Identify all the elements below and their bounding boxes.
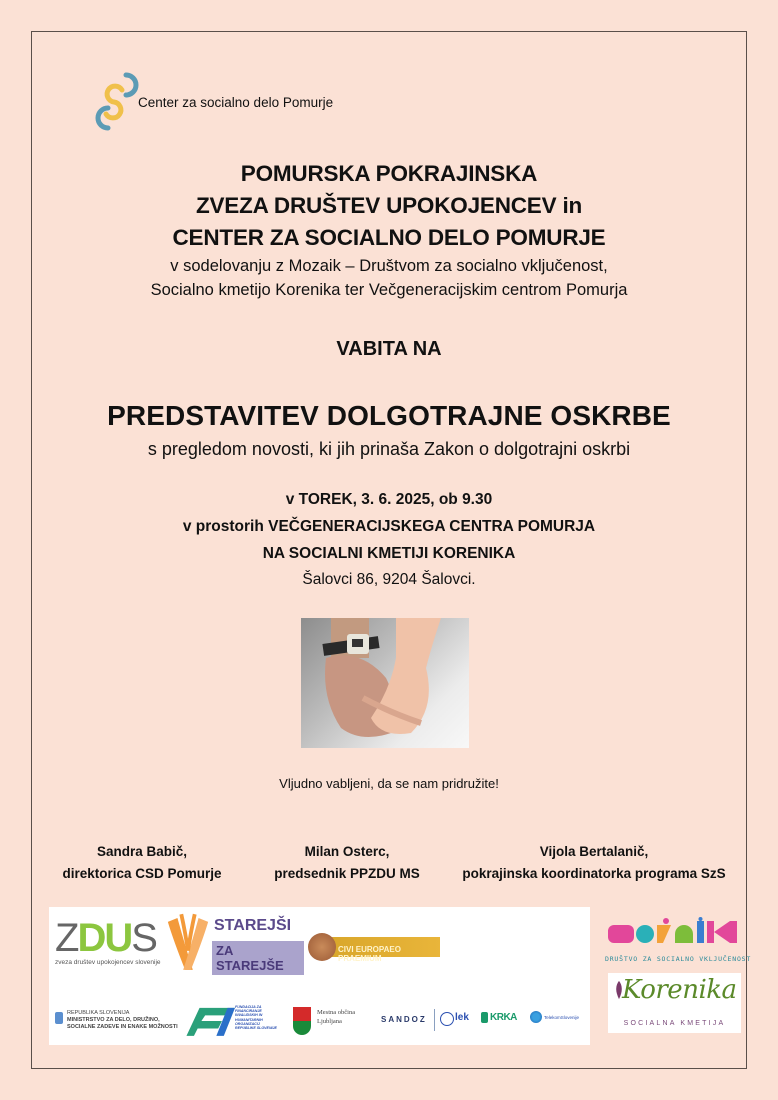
signatory-1 (44, 841, 240, 885)
org-name: Center za socialno delo Pomurje (138, 94, 334, 110)
zdus-logo: ZDUS zveza društev upokojencev slovenije (55, 916, 161, 966)
signatory-role: predsednik PPZDU MS (274, 866, 420, 881)
header-logo (92, 70, 333, 132)
signatory-name: Sandra Babič, (96, 844, 188, 859)
civi-text: CIVI EUROPAEO PRAEMIUM (338, 945, 401, 963)
signatory-role: direktorica CSD Pomurje (62, 866, 222, 881)
telekom-icon (530, 1011, 542, 1023)
mol-line-1: Mestna občina (317, 1009, 356, 1016)
krka-icon (481, 1012, 488, 1023)
event-venue-2: NA SOCIALNI KMETIJI KORENIKA (262, 545, 516, 562)
zdus-caption: zveza društev upokojencev slovenije (55, 959, 161, 966)
mol-line-2: Ljubljana (317, 1018, 342, 1025)
ministry-logo (67, 1010, 178, 1031)
mol-logo (317, 1008, 355, 1026)
organizer-line-3: CENTER ZA SOCIALNO DELO POMURJE (172, 225, 606, 250)
event-subtitle: s pregledom novosti, ki jih prinaša Zakon o dolgotrajni oskrbi (147, 439, 631, 459)
signatory-name: Vijola Bertalanič, (539, 844, 649, 859)
csd-logo-icon (92, 70, 142, 132)
closing-text: Vljudno vabljeni, da se nam pridružite! (279, 776, 499, 791)
korenika-logo (608, 973, 741, 1033)
ljubljana-coat-icon (293, 1007, 311, 1035)
lek-icon (440, 1012, 454, 1026)
fihs-logo (179, 1005, 279, 1037)
ministry-line-2: MINISTRSTVO ZA DELO, DRUŽINO, (67, 1017, 160, 1023)
ministry-line-3: SOCIALNE ZADEVE IN ENAKE MOŽNOSTI (67, 1024, 178, 1030)
cooperation-line-2: Socialno kmetijo Korenika ter Večgeneracijskim centrom Pomurja (150, 281, 628, 299)
event-title: PREDSTAVITEV DOLGOTRAJNE OSKRBE (107, 400, 671, 431)
mozaik-logo (605, 917, 752, 965)
civi-europaeo-logo (308, 933, 443, 961)
korenika-mark: Korenika (622, 975, 737, 1005)
telekom-logo: TelekomSlovenije (544, 1015, 580, 1020)
starejsi-line-2: ZA STAREJŠE (212, 941, 304, 975)
starejsi-logo (164, 911, 304, 973)
raised-hands-icon (164, 911, 212, 973)
holding-hands-photo (301, 618, 469, 748)
sandoz-logo: SANDOZ (381, 1015, 427, 1024)
slovenia-coat-icon (55, 1012, 63, 1024)
event-date: v TOREK, 3. 6. 2025, ob 9.30 (285, 491, 493, 508)
divider (434, 1009, 435, 1031)
organizer-line-1: POMURSKA POKRAJINSKA (240, 161, 538, 186)
sponsor-logos (49, 907, 590, 1045)
starejsi-line-1: STAREJŠI (214, 917, 292, 934)
signatory-3 (446, 841, 742, 885)
invite-label: VABITA NA (336, 338, 442, 360)
fihs-mark-icon (179, 1005, 235, 1037)
signatory-2 (252, 841, 442, 885)
event-address: Šalovci 86, 9204 Šalovci. (302, 571, 476, 588)
globe-icon (308, 933, 336, 961)
fihs-text: FUNDACIJA ZA FINANCIRANJE INVALIDSKIH IN HUMANITARNIH ORGANIZACIJ REPUBLIKE SLOVENIJE (235, 1005, 277, 1031)
signatory-name: Milan Osterc, (304, 844, 390, 859)
organizer-line-2: ZVEZA DRUŠTEV UPOKOJENCEV in (195, 193, 583, 218)
krka-logo: KRKA (490, 1012, 517, 1023)
lek-logo: lek (455, 1012, 469, 1023)
signatory-role: pokrajinska koordinatorka programa SzS (462, 866, 726, 881)
hands-illustration (301, 618, 469, 748)
korenika-caption: SOCIALNA KMETIJA (623, 1020, 726, 1027)
mozaik-mark-icon (605, 917, 740, 947)
event-venue-1: v prostorih VEČGENERACIJSKEGA CENTRA POMURJA (182, 518, 596, 535)
ministry-line-1: REPUBLIKA SLOVENIJA (67, 1010, 130, 1016)
cooperation-line-1: v sodelovanju z Mozaik – Društvom za socialno vključenost, (170, 257, 608, 275)
mozaik-caption: DRUŠTVO ZA SOCIALNO VKLJUČENOST (605, 955, 752, 963)
